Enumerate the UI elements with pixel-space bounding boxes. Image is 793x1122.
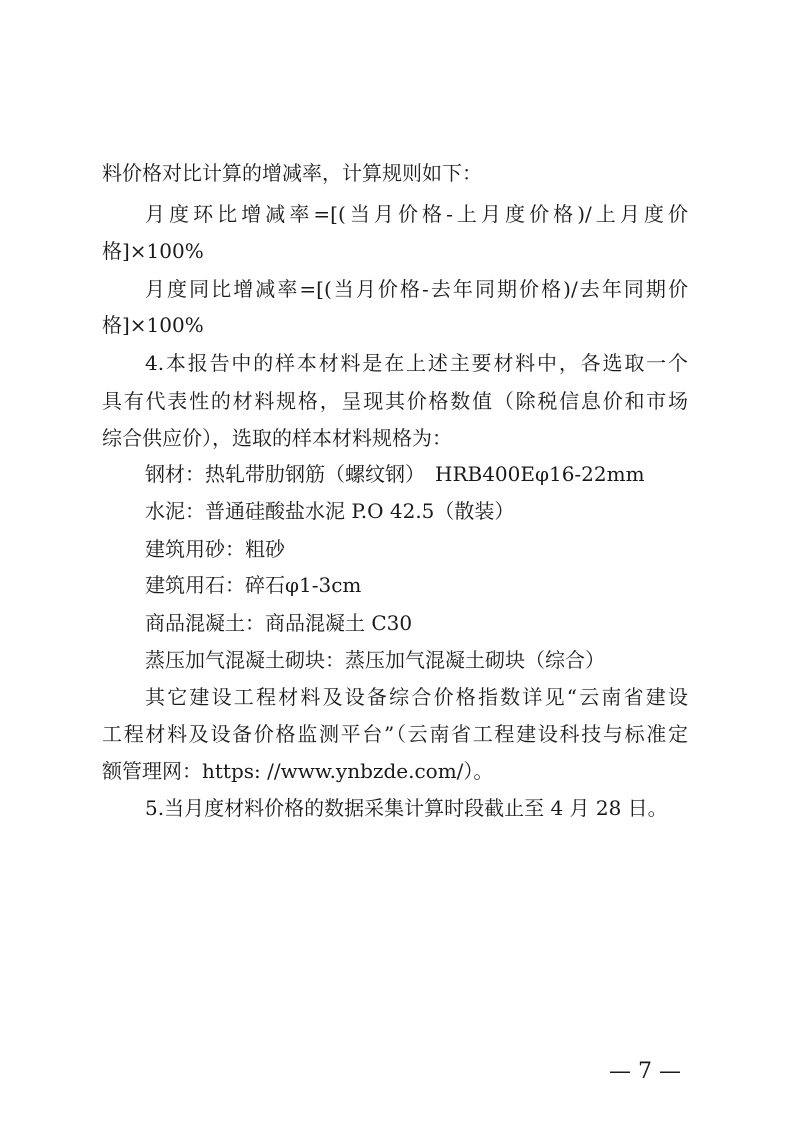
text-line: 4.本报告中的样本材料是在上述主要材料中，各选取一个 — [145, 351, 688, 375]
text-line: 额管理网：https: //www.ynbzde.com/）。 — [102, 759, 494, 783]
text-line: 工程材料及设备价格监测平台”（云南省工程建设科技与标准定 — [102, 722, 688, 746]
text-line: 商品混凝土：商品混凝土 C30 — [145, 611, 413, 635]
text-line: 建筑用砂：粗砂 — [145, 537, 285, 561]
text-line: 5.当月度材料价格的数据采集计算时段截止至 4 月 28 日。 — [145, 796, 668, 820]
text-line: 钢材：热轧带肋钢筋（螺纹钢） HRB400Eφ16-22mm — [145, 462, 645, 486]
text-line: 月度环比增减率=[(当月价格-上月度价格)/上月度价 — [145, 202, 688, 226]
text-line: 蒸压加气混凝土砌块：蒸压加气混凝土砌块（综合） — [145, 648, 605, 672]
page-number: — 7 — — [609, 1059, 681, 1084]
text-line: 建筑用石：碎石φ1-3cm — [145, 573, 362, 597]
text-line: 具有代表性的材料规格，呈现其价格数值（除税信息价和市场 — [102, 389, 688, 413]
text-line: 料价格对比计算的增减率，计算规则如下： — [102, 161, 482, 185]
text-line: 格]×100% — [102, 313, 204, 337]
text-line: 格]×100% — [102, 239, 204, 263]
text-line: 综合供应价），选取的样本材料规格为： — [102, 426, 452, 450]
text-line: 月度同比增减率=[(当月价格-去年同期价格)/去年同期价 — [145, 277, 688, 301]
text-line: 其它建设工程材料及设备综合价格指数详见“云南省建设 — [145, 685, 688, 709]
text-line: 水泥：普通硅酸盐水泥 P.O 42.5（散装） — [145, 499, 515, 523]
